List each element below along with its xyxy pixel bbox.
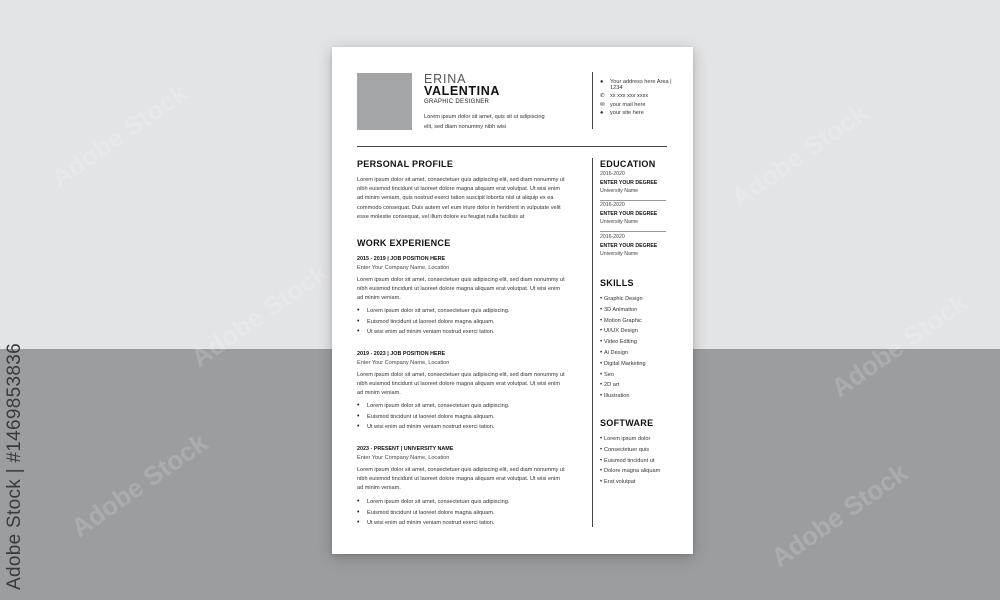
- skill-text: Motion Graphic: [604, 317, 642, 324]
- bullet-icon: •: [357, 328, 360, 335]
- list-item: [600, 348, 646, 359]
- column-divider: [592, 158, 593, 527]
- list-item: [357, 518, 557, 529]
- skill-text: 2D art: [604, 382, 620, 389]
- list-item: [600, 445, 660, 456]
- bullet-icon: •: [600, 393, 603, 400]
- contact-mail-text: your mail here: [610, 101, 646, 108]
- list-item: [600, 434, 660, 445]
- education-degree: ENTER YOUR DEGREE: [600, 179, 658, 186]
- job-description: [357, 371, 587, 399]
- skill-text: 3D Animation: [604, 306, 638, 313]
- bullet-icon: •: [357, 498, 360, 505]
- bullet-text: Ut wisi enim ad minim veniam nostrud exerci tation.: [367, 424, 495, 430]
- software-text: Euismod tincidunt ut: [604, 457, 655, 464]
- job-line: ad minim veniam.: [357, 390, 401, 397]
- bullet-icon: •: [600, 468, 603, 475]
- list-item: [357, 497, 557, 508]
- bullet-icon: •: [600, 446, 603, 453]
- bullet-icon: •: [600, 457, 603, 464]
- profile-photo-placeholder: [357, 73, 412, 130]
- software-heading: SOFTWARE: [600, 418, 654, 428]
- education-university: University Name: [600, 251, 639, 257]
- skill-text: Digital Marketing: [604, 360, 646, 367]
- job-company: Enter Your Company Name, Location: [357, 455, 450, 461]
- software-text: Lorem ipsum dolor: [604, 436, 651, 442]
- education-university: University Name: [600, 219, 639, 225]
- job-title: GRAPHIC DESIGNER: [424, 99, 490, 105]
- education-heading: EDUCATION: [600, 159, 656, 169]
- skill-text: Ai Design: [604, 349, 628, 356]
- software-text: Dolore magna aliquam: [604, 468, 661, 475]
- contact-address-text: Your address here Area | 1234: [610, 79, 672, 92]
- skill-text: Seo: [604, 371, 614, 378]
- list-item: [357, 508, 557, 519]
- list-item: [600, 326, 646, 337]
- contact-mail: [600, 102, 690, 108]
- resume-page: [332, 47, 693, 554]
- phone-icon: ✆: [600, 93, 605, 100]
- job-line: nibh euismod tincidunt ut laoreet dolore magna aliquam erat volutpat. Ut wisi enim: [357, 381, 561, 388]
- bullet-icon: •: [600, 296, 603, 302]
- software-list: [600, 434, 660, 488]
- profile-line: ad minim veniam, quis nostrud exerci tation suscipit lobortis nisl ut aliquip ex ea: [357, 195, 554, 202]
- bullet-text: Ut wisi enim ad minim veniam nostrud exerci tation.: [367, 329, 495, 335]
- list-item: [357, 306, 557, 317]
- bullet-text: Ut wisi enim ad minim veniam nostrud exerci tation.: [367, 520, 495, 526]
- bullet-text: Euismod tincidunt ut laoreet dolore magna aliquam.: [367, 413, 495, 420]
- education-item: [600, 171, 666, 195]
- bullet-icon: •: [357, 412, 360, 420]
- bullet-text: Lorem ipsum dolor sit amet, consectetuer quis adipiscing.: [367, 308, 510, 314]
- profile-line: Lorem ipsum dolor sit amet, consectetuer quis adipiscing elit, sed diam nonummy ut: [357, 177, 565, 183]
- bullet-text: Euismod tincidunt ut laoreet dolore magna aliquam.: [367, 509, 495, 516]
- profile-text: [357, 176, 587, 222]
- bullet-icon: •: [600, 328, 603, 335]
- job-line: Lorem ipsum dolor sit amet, consectetuer quis adipiscing elit, sed diam nonummy ut: [357, 372, 565, 378]
- job-line: nibh euismod tincidunt ut laoreet dolore magna aliquam erat volutpat. Ut wisi enim: [357, 286, 561, 293]
- contact-site: [600, 110, 690, 116]
- education-degree: ENTER YOUR DEGREE: [600, 242, 658, 249]
- job-line: ad minim veniam.: [357, 485, 401, 492]
- bullet-icon: •: [357, 519, 360, 526]
- software-text: Consectetuer quis: [604, 446, 650, 453]
- skill-text: Video Editing: [604, 339, 637, 346]
- contact-list: [600, 79, 690, 118]
- skills-list: [600, 294, 646, 402]
- skill-text: Graphic Design: [604, 296, 643, 302]
- bullet-icon: •: [600, 306, 603, 313]
- header-rule: [357, 146, 667, 147]
- job-title-line: 2023 - PRESENT | UNIVERSITY NAME: [357, 446, 454, 452]
- job-line: ad minim veniam.: [357, 295, 401, 302]
- job-title-line: 2019 - 2023 | JOB POSITION HERE: [357, 351, 446, 357]
- list-item: [600, 359, 646, 370]
- software-text: Erat volutpat: [604, 479, 636, 486]
- profile-line: esse molestie consequat, vel illum dolore eu feugiat nulla facilisis at: [357, 213, 525, 220]
- bullet-icon: •: [600, 371, 603, 378]
- bullet-icon: •: [357, 508, 360, 516]
- skill-text: UI/UX Design: [604, 328, 638, 335]
- list-item: [357, 422, 557, 433]
- list-item: [357, 327, 557, 338]
- education-year: 2016-2020: [600, 234, 625, 240]
- last-name: VALENTINA: [424, 84, 500, 98]
- globe-icon: ●: [600, 109, 604, 116]
- bullet-icon: •: [357, 307, 360, 314]
- bullet-text: Euismod tincidunt ut laoreet dolore magna aliquam.: [367, 318, 495, 325]
- education-divider: [600, 200, 666, 201]
- job-description: [357, 466, 587, 494]
- tagline: Lorem ipsum dolor sit amet, quis sit ut adipiscing elit, sed diam nonummy nibh wisi: [424, 114, 545, 130]
- list-item: [600, 370, 646, 381]
- skills-heading: SKILLS: [600, 278, 634, 288]
- bullet-icon: •: [600, 382, 603, 389]
- list-item: [600, 294, 646, 305]
- education-university: University Name: [600, 188, 639, 194]
- list-item: [600, 466, 660, 477]
- list-item: [600, 380, 646, 391]
- work-heading: WORK EXPERIENCE: [357, 238, 451, 248]
- profile-line: commodo consequat. Duis autem vel eum iriure dolor in hendrerit in vulputate velit: [357, 204, 561, 211]
- bullet-icon: •: [600, 436, 603, 442]
- education-item: [600, 234, 666, 258]
- list-item: [600, 305, 646, 316]
- education-degree: ENTER YOUR DEGREE: [600, 210, 658, 217]
- bullet-icon: •: [600, 360, 603, 367]
- list-item: [600, 337, 646, 348]
- bullet-text: Lorem ipsum dolor sit amet, consectetuer quis adipiscing.: [367, 499, 510, 505]
- job-line: nibh euismod tincidunt ut laoreet dolore magna aliquam erat volutpat. Ut wisi enim: [357, 476, 561, 483]
- job-bullets: [357, 497, 557, 529]
- contact-site-text: your site here: [610, 109, 644, 116]
- job-bullets: [357, 306, 557, 338]
- bullet-icon: •: [357, 423, 360, 430]
- education-year: 2016-2020: [600, 202, 625, 208]
- list-item: [600, 456, 660, 467]
- bullet-icon: •: [600, 479, 603, 486]
- mail-icon: ✉: [600, 101, 605, 108]
- profile-heading: PERSONAL PROFILE: [357, 159, 454, 169]
- job-company: Enter Your Company Name, Location: [357, 265, 450, 271]
- education-year: 2016-2020: [600, 171, 625, 177]
- job-line: Lorem ipsum dolor sit amet, consectetuer quis adipiscing elit, sed diam nonummy ut: [357, 467, 565, 473]
- contact-phone: [600, 93, 690, 99]
- profile-line: nibh euismod tincidunt ut laoreet dolore magna aliquam erat volutpat. Ut wisi enim: [357, 186, 561, 193]
- bullet-icon: •: [357, 317, 360, 325]
- bullet-icon: •: [357, 402, 360, 409]
- bullet-icon: •: [600, 339, 603, 346]
- job-bullets: [357, 401, 557, 433]
- first-name: ERINA: [424, 72, 467, 86]
- list-item: [357, 401, 557, 412]
- education-divider: [600, 231, 666, 232]
- header-divider: [592, 72, 593, 129]
- job-title-line: 2015 - 2019 | JOB POSITION HERE: [357, 256, 446, 262]
- bullet-text: Lorem ipsum dolor sit amet, consectetuer quis adipiscing.: [367, 403, 510, 409]
- list-item: [600, 316, 646, 327]
- job-line: Lorem ipsum dolor sit amet, consectetuer quis adipiscing elit, sed diam nonummy ut: [357, 277, 565, 283]
- list-item: [357, 317, 557, 328]
- bullet-icon: •: [600, 317, 603, 324]
- location-pin-icon: ●: [600, 79, 604, 85]
- list-item: [600, 391, 646, 402]
- list-item: [600, 477, 660, 488]
- education-item: [600, 202, 666, 226]
- job-description: [357, 276, 587, 304]
- job-company: Enter Your Company Name, Location: [357, 360, 450, 366]
- skill-text: Illustration: [604, 393, 630, 400]
- bullet-icon: •: [600, 349, 603, 356]
- list-item: [357, 412, 557, 423]
- stock-id-label: Adobe Stock | #1469853836: [4, 343, 25, 590]
- contact-phone-text: xx xxx xxx xxxx: [610, 93, 649, 100]
- contact-address: [600, 79, 690, 91]
